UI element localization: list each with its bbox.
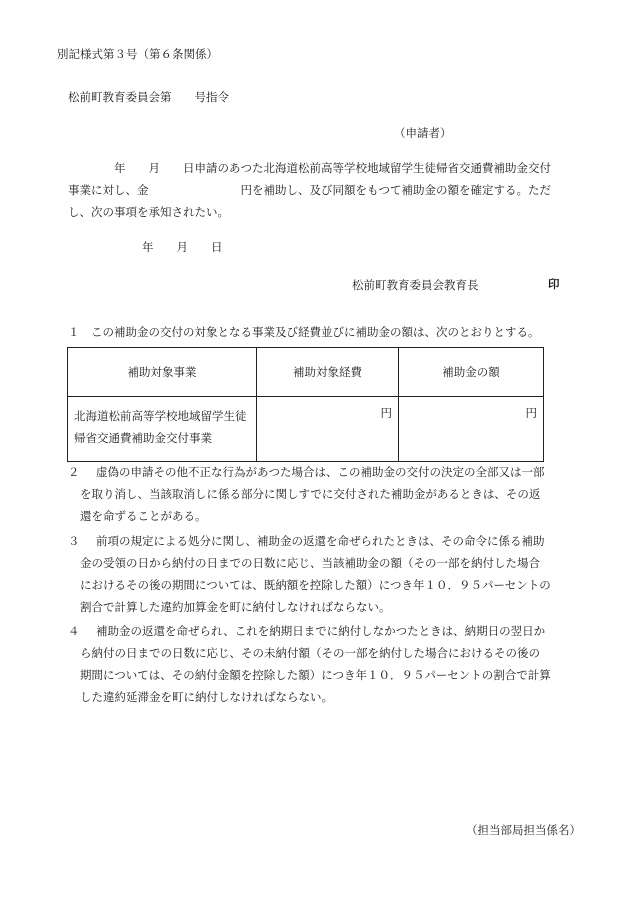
table-row xyxy=(68,397,544,462)
body-line: し、次の事項を承知されたい。 xyxy=(68,205,229,219)
cell-amount: 円 xyxy=(399,397,544,462)
item-line: 期間については、その納付金額を控除した額）につき年１０．９５パーセントの割合で計算 xyxy=(80,668,551,682)
item-line: ら納付の日までの日数に応じ、その未納付額（その一部を納付した場合におけるその後の xyxy=(80,646,540,660)
item-line: 金の受領の日から納付の日までの日数に応じ、当該補助金の額（その一部を納付した場合 xyxy=(80,556,540,570)
body-paragraph xyxy=(68,157,573,223)
designation-number: 松前町教育委員会第 号指令 xyxy=(68,90,229,104)
item-line: 前項の規定による処分に関し、補助金の返還を命ぜられたときは、その命令に係る補助 xyxy=(96,534,545,548)
item-line: 虚偽の申請その他不正な行為があつた場合は、この補助金の交付の決定の全部又は一部 xyxy=(96,465,545,479)
cell-project: 北海道松前高等学校地域留学生徒帰省交通費補助金交付事業 xyxy=(68,397,257,462)
header-amount: 補助金の額 xyxy=(399,348,544,397)
seal-mark: 印 xyxy=(548,277,560,291)
item-line: を取り消し、当該取消しに係る部分に関しすでに交付された補助金があるときは、その返 xyxy=(80,487,541,501)
body-line: 事業に対し、金 円を補助し、及び同額をもつて補助金の額を確定する。ただ xyxy=(68,183,551,197)
subsidy-table xyxy=(67,347,544,462)
item-line: 割合で計算した違約加算金を町に納付しなければならない。 xyxy=(80,600,391,614)
item-number: ２ xyxy=(68,465,80,479)
table-header-row xyxy=(68,348,544,397)
item-line: におけるその後の期間については、既納額を控除した額）につき年１０．９５パーセントの xyxy=(80,578,551,592)
form-label: 別記様式第３号（第６条関係） xyxy=(57,47,218,61)
footer-department: （担当部局担当係名） xyxy=(466,823,581,837)
item-3 xyxy=(68,530,578,618)
item-2 xyxy=(68,461,578,527)
item-4 xyxy=(68,620,578,708)
item-line: 補助金の返還を命ぜられ、これを納期日までに納付しなかつたときは、納期日の翌日か xyxy=(96,624,546,638)
header-project: 補助対象事業 xyxy=(68,348,257,397)
body-line: 年 月 日申請のあつた北海道松前高等学校地域留学生徒帰省交通費補助金交付 xyxy=(68,161,551,175)
item-line: 還を命ずることがある。 xyxy=(80,509,207,523)
item-1-text: １ この補助金の交付の対象となる事業及び経費並びに補助金の額は、次のとおりとする。 xyxy=(68,325,540,339)
applicant-label: （申請者） xyxy=(394,126,452,140)
cell-expense: 円 xyxy=(257,397,399,462)
item-number: ３ xyxy=(68,534,80,548)
item-line: した違約延滞金を町に納付しなければならない。 xyxy=(80,690,333,704)
header-expense: 補助対象経費 xyxy=(257,348,399,397)
item-number: ４ xyxy=(68,624,80,638)
date-line: 年 月 日 xyxy=(142,240,223,254)
issuer-name: 松前町教育委員会教育長 xyxy=(352,278,479,292)
